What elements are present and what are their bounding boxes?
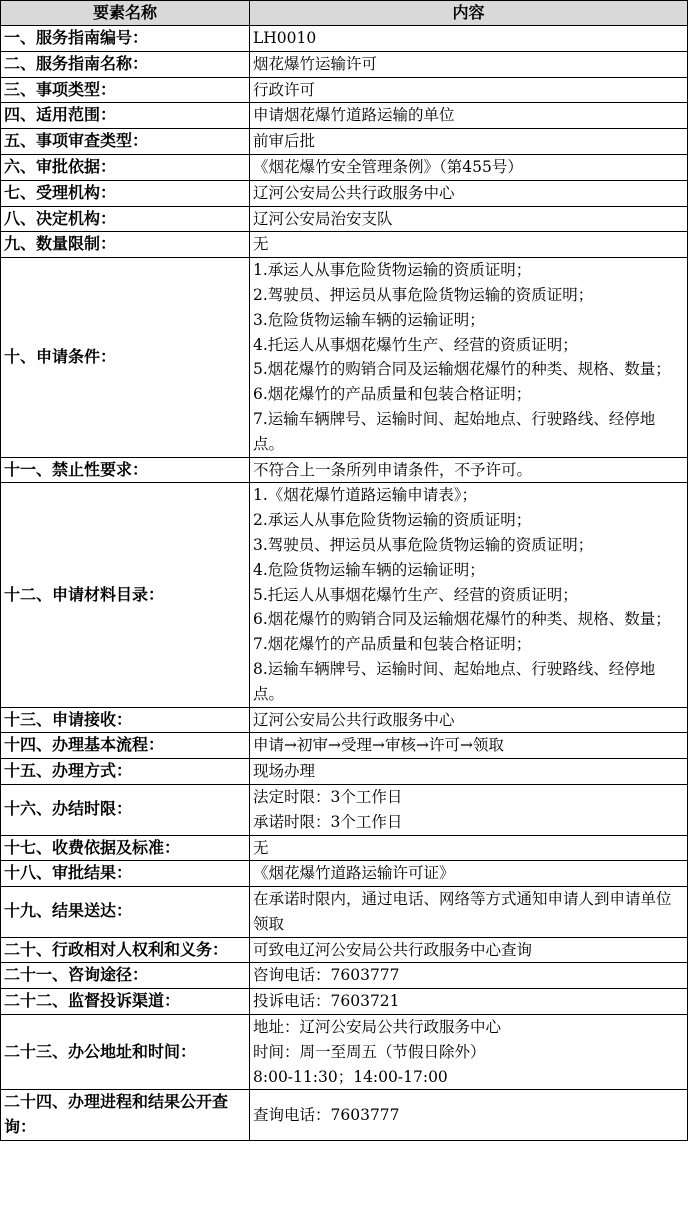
row-label: 二十、行政相对人权利和义务： (1, 937, 250, 963)
table-row (1, 937, 688, 963)
content-line: 辽河公安局公共行政服务中心 (253, 183, 455, 202)
content-line: LH0010 (253, 29, 317, 47)
content-line: 查询电话：7603777 (253, 1105, 400, 1124)
table-row (1, 1015, 688, 1090)
content-line: 法定时限：3个工作日 (253, 787, 403, 806)
content-line: 1.《烟花爆竹道路运输申请表》； (253, 486, 478, 505)
table-row (1, 733, 688, 759)
row-content (250, 937, 688, 963)
row-label: 十三、申请接收： (1, 707, 250, 733)
content-line: 申请烟花爆竹道路运输的单位 (253, 106, 455, 125)
table-row (1, 887, 688, 938)
row-label: 六、审批依据： (1, 154, 250, 180)
content-line: 7.烟花爆竹的产品质量和包装合格证明； (253, 635, 532, 654)
table-row (1, 154, 688, 180)
row-label: 九、数量限制： (1, 232, 250, 258)
table-row (1, 180, 688, 206)
row-label: 二、服务指南名称： (1, 51, 250, 77)
table-row (1, 206, 688, 232)
table-row (1, 861, 688, 887)
content-line: 《烟花爆竹安全管理条例》（第455号） (253, 157, 523, 176)
row-label: 七、受理机构： (1, 180, 250, 206)
row-content (250, 457, 688, 483)
row-content (250, 129, 688, 155)
content-line: 不符合上一条所列申请条件，不予许可。 (253, 460, 533, 479)
content-line: 无 (253, 235, 269, 254)
row-label: 一、服务指南编号： (1, 26, 250, 52)
content-line: 2.承运人从事危险货物运输的资质证明； (253, 511, 532, 530)
row-label: 十九、结果送达： (1, 887, 250, 938)
row-label: 四、适用范围： (1, 103, 250, 129)
table-row (1, 26, 688, 52)
header-row (1, 1, 688, 26)
row-content (250, 26, 688, 52)
row-content (250, 154, 688, 180)
row-label: 十八、审批结果： (1, 861, 250, 887)
content-line: 承诺时限：3个工作日 (253, 812, 403, 831)
table-row (1, 835, 688, 861)
table-row (1, 707, 688, 733)
row-content (250, 835, 688, 861)
table-row (1, 1090, 688, 1141)
content-line: 3.驾驶员、押运员从事危险货物运输的资质证明； (253, 535, 594, 554)
row-label: 五、事项审查类型： (1, 129, 250, 155)
row-content (250, 51, 688, 77)
content-line: 4.托运人从事烟花爆竹生产、经营的资质证明； (253, 335, 578, 354)
table-row (1, 989, 688, 1015)
content-line: 5.烟花爆竹的购销合同及运输烟花爆竹的种类、规格、数量； (253, 360, 671, 379)
row-content (250, 1090, 688, 1141)
content-line: 4.危险货物运输车辆的运输证明； (253, 560, 485, 579)
row-label: 十六、办结时限： (1, 784, 250, 835)
row-label: 二十三、办公地址和时间： (1, 1015, 250, 1090)
content-line: 8.运输车辆牌号、运输时间、起始地点、行驶路线、经停地点。 (253, 659, 656, 703)
content-line: 前审后批 (253, 132, 316, 151)
row-content (250, 887, 688, 938)
row-label: 十五、办理方式： (1, 759, 250, 785)
table-row (1, 51, 688, 77)
content-line: 行政许可 (253, 80, 316, 99)
row-content (250, 963, 688, 989)
content-line: 辽河公安局治安支队 (253, 209, 393, 228)
row-content (250, 759, 688, 785)
content-line: 辽河公安局公共行政服务中心 (253, 710, 455, 729)
content-line: 烟花爆竹运输许可 (253, 54, 378, 73)
row-content (250, 258, 688, 457)
row-content (250, 1015, 688, 1090)
table-row (1, 963, 688, 989)
header-content: 内容 (250, 1, 688, 26)
content-line: 7.运输车辆牌号、运输时间、起始地点、行驶路线、经停地点。 (253, 409, 656, 453)
row-content (250, 733, 688, 759)
content-line: 5.托运人从事烟花爆竹生产、经营的资质证明； (253, 585, 578, 604)
content-line: 8:00-11:30；14:00-17:00 (253, 1067, 448, 1086)
table-row (1, 483, 688, 707)
table-row (1, 232, 688, 258)
content-line: 可致电辽河公安局公共行政服务中心查询 (253, 940, 533, 959)
content-line: 无 (253, 838, 269, 857)
row-label: 三、事项类型： (1, 77, 250, 103)
content-line: 咨询电话：7603777 (253, 966, 400, 985)
content-line: 《烟花爆竹道路运输许可证》 (253, 864, 455, 883)
content-line: 1.承运人从事危险货物运输的资质证明； (253, 261, 532, 280)
row-content (250, 861, 688, 887)
row-content (250, 784, 688, 835)
row-content (250, 103, 688, 129)
row-label: 十、申请条件： (1, 258, 250, 457)
content-line: 投诉电话：7603721 (253, 992, 400, 1011)
content-line: 申请→初审→受理→审核→许可→领取 (253, 736, 504, 755)
table-row (1, 784, 688, 835)
row-content (250, 77, 688, 103)
row-label: 二十二、监督投诉渠道： (1, 989, 250, 1015)
content-line: 6.烟花爆竹的购销合同及运输烟花爆竹的种类、规格、数量； (253, 610, 671, 629)
header-element-name: 要素名称 (1, 1, 250, 26)
table-row (1, 759, 688, 785)
row-label: 八、决定机构： (1, 206, 250, 232)
row-label: 十四、办理基本流程： (1, 733, 250, 759)
row-content (250, 232, 688, 258)
table-row (1, 103, 688, 129)
content-line: 2.驾驶员、押运员从事危险货物运输的资质证明； (253, 285, 594, 304)
table-row (1, 129, 688, 155)
content-line: 现场办理 (253, 762, 316, 781)
row-content (250, 483, 688, 707)
table-row (1, 77, 688, 103)
row-content (250, 206, 688, 232)
row-label: 二十一、咨询途径： (1, 963, 250, 989)
row-content (250, 707, 688, 733)
row-label: 十七、收费依据及标准： (1, 835, 250, 861)
content-line: 在承诺时限内，通过电话、网络等方式通知申请人到申请单位领取 (253, 890, 672, 933)
row-label: 十一、禁止性要求： (1, 457, 250, 483)
content-line: 3.危险货物运输车辆的运输证明； (253, 310, 485, 329)
row-content (250, 180, 688, 206)
row-content (250, 989, 688, 1015)
content-line: 地址：辽河公安局公共行政服务中心 (253, 1018, 502, 1037)
table-row (1, 457, 688, 483)
table-row (1, 258, 688, 457)
row-label: 二十四、办理进程和结果公开查询： (1, 1090, 250, 1141)
content-line: 时间：周一至周五（节假日除外） (253, 1042, 486, 1061)
content-line: 6.烟花爆竹的产品质量和包装合格证明； (253, 385, 532, 404)
row-label: 十二、申请材料目录： (1, 483, 250, 707)
